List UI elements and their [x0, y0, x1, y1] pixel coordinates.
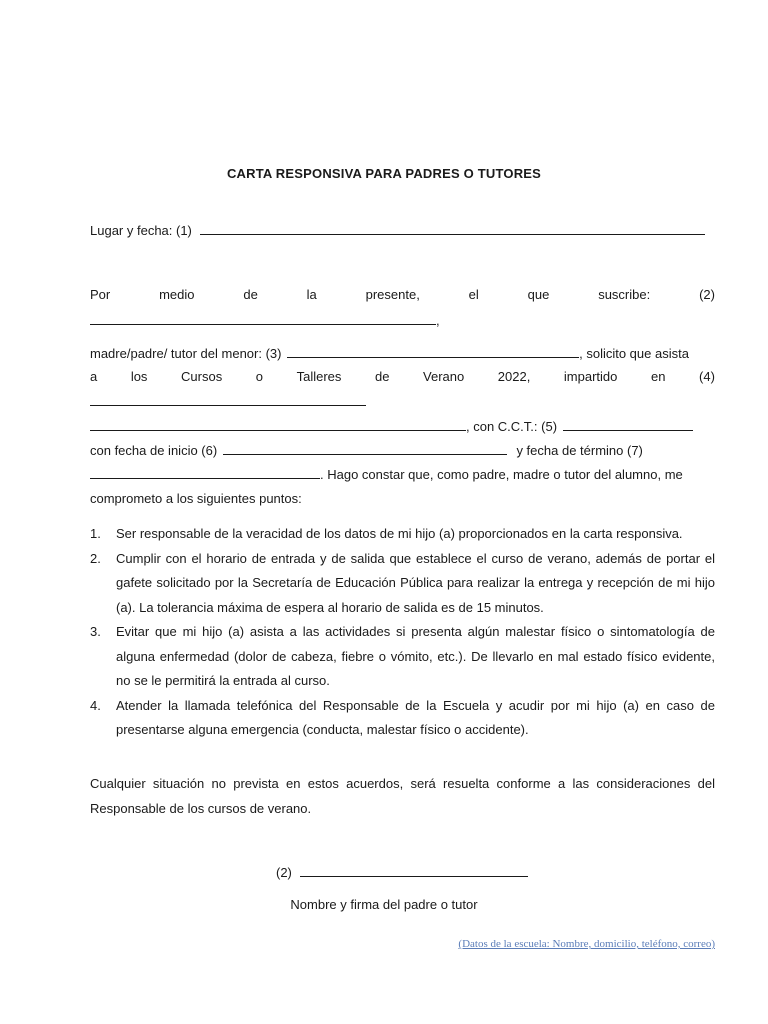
list-item [90, 522, 715, 547]
place-date-line [90, 222, 715, 239]
closing-paragraph: Cualquier situación no prevista en estos acuerdos, será resuelta conforme a las consideraciones del Responsable de los cursos de verano. [90, 776, 715, 816]
word: a [90, 369, 98, 384]
para1-line2 [90, 312, 715, 329]
signature-marker: (2) [276, 865, 292, 880]
word: los [130, 369, 148, 384]
place-date-label: Lugar y fecha: (1) [90, 223, 192, 238]
word: o [255, 369, 264, 384]
comma: , [436, 313, 440, 328]
signature-caption: Nombre y firma del padre o tutor [290, 897, 478, 912]
para2-line5 [90, 442, 715, 459]
school-blank[interactable] [90, 393, 366, 406]
word: de [243, 287, 258, 302]
word: Talleres [296, 369, 342, 384]
end-date-blank[interactable] [90, 466, 320, 479]
para1-line1 [90, 287, 715, 303]
place-date-blank[interactable] [200, 222, 705, 235]
list-item-text: Ser responsable de la veracidad de los datos de mi hijo (a) proporcionados en la carta responsiva. [116, 526, 683, 541]
commitments-list [90, 522, 715, 743]
list-item-text: Cumplir con el horario de entrada y de salida que establece el curso de verano, además de portar el gafete solicitado por la Secretaría de Educación Pública para realizar la entrega y recepción de mi hijo (a). La tolerancia máxima de espera al horario de salida es de 15 minutos. [116, 550, 715, 615]
para2-line4 [90, 418, 715, 435]
word: impartido [563, 369, 618, 384]
word: que [527, 287, 550, 302]
signature-line [276, 864, 528, 880]
list-item-number: 3. [90, 624, 101, 639]
word: medio [159, 287, 195, 302]
para2-line7 [90, 491, 715, 507]
cct-blank[interactable] [563, 418, 693, 431]
end-date-label: y fecha de término (7) [516, 443, 643, 458]
list-item [90, 547, 715, 621]
list-item-text: Evitar que mi hijo (a) asista a las actividades si presenta algún malestar físico o sintomatología de alguna enfermedad (dolor de cabeza, fiebre o vómito, etc.). De llevarlo en mal estado físico evidente, no se le permitirá la entrada al curso. [116, 624, 715, 688]
word: de [374, 369, 390, 384]
list-item-number: 4. [90, 697, 101, 713]
signature-blank[interactable] [300, 864, 528, 877]
para2-line6 [90, 466, 715, 483]
para2-line3 [90, 393, 715, 410]
subscriber-name-blank[interactable] [90, 312, 436, 325]
list-item-text: Atender la llamada telefónica del Responsable de la Escuela y acudir por mi hijo (a) en caso de presentarse alguna emergencia (conducta, malestar físico o accidente). [116, 697, 715, 737]
word: en [650, 369, 666, 384]
word: Cursos [181, 369, 223, 384]
word: Verano [423, 369, 465, 384]
start-date-blank[interactable] [223, 442, 507, 455]
minor-label: madre/padre/ tutor del menor: (3) [90, 346, 282, 361]
school-blank-cont[interactable] [90, 418, 466, 431]
word: presente, [365, 287, 420, 302]
para2-line1 [90, 345, 715, 362]
list-item-number: 2. [90, 550, 101, 566]
word: suscribe: [598, 287, 651, 302]
word: (4) [699, 369, 715, 384]
list-item [90, 694, 715, 743]
word: 2022, [497, 369, 531, 384]
school-info-link[interactable]: (Datos de la escuela: Nombre, domicilio, teléfono, correo) [458, 938, 715, 950]
word: el [468, 287, 479, 302]
list-item [90, 620, 715, 694]
para2-line2 [90, 369, 715, 385]
list-item-number: 1. [90, 526, 101, 541]
request-text: , solicito que asista [579, 346, 689, 361]
document-title: CARTA RESPONSIVA PARA PADRES O TUTORES [226, 166, 542, 181]
minor-name-blank[interactable] [287, 345, 579, 358]
commitment-text: . Hago constar que, como padre, madre o tutor del alumno, me [320, 467, 683, 482]
word: (2) [699, 287, 715, 302]
word: la [306, 287, 317, 302]
word: Por [90, 287, 111, 302]
cct-label: , con C.C.T.: (5) [466, 419, 558, 434]
commitment-intro: comprometo a los siguientes puntos: [90, 491, 302, 506]
start-date-label: con fecha de inicio (6) [90, 443, 218, 458]
